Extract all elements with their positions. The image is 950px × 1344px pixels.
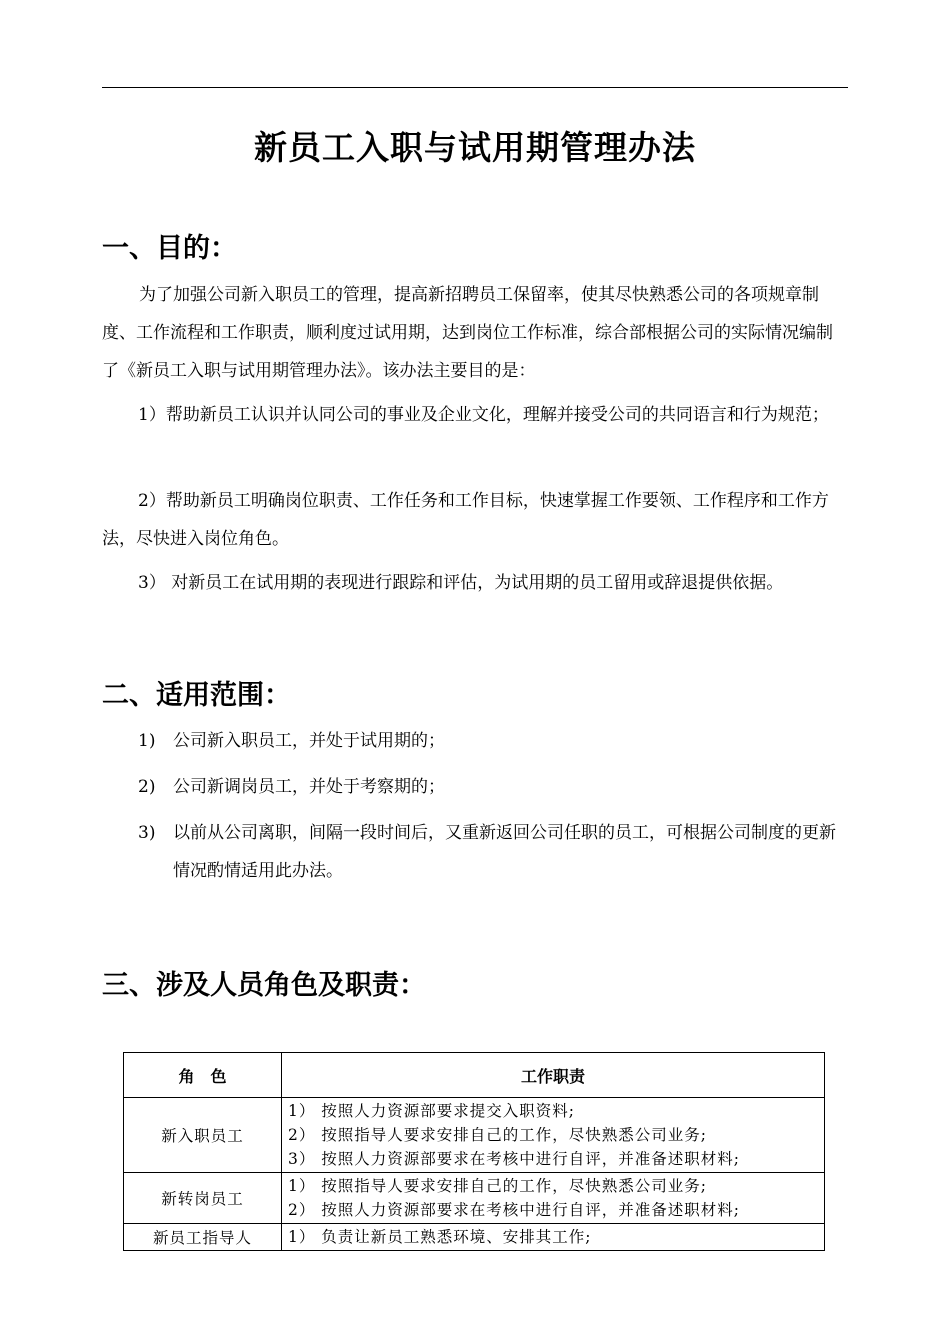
table-row — [124, 1224, 825, 1251]
duties-cell — [282, 1098, 825, 1173]
duties-cell — [282, 1173, 825, 1224]
scope-item-number: 3) — [138, 823, 156, 843]
duty-line: 1） 负责让新员工熟悉环境、安排其工作; — [288, 1228, 592, 1246]
purpose-item-2: 2）帮助新员工明确岗位职责、工作任务和工作目标，快速掌握工作要领、工作程序和工作方法，尽快进入岗位角色。 — [102, 491, 829, 549]
section-heading-roles: 三、涉及人员角色及职责： — [102, 970, 426, 1001]
document-title: 新员工入职与试用期管理办法 — [254, 128, 696, 167]
table-header-row — [124, 1053, 825, 1098]
scope-item-3 — [138, 814, 848, 890]
role-cell: 新转岗员工 — [124, 1173, 282, 1224]
role-cell: 新入职员工 — [124, 1098, 282, 1173]
scope-item-text: 公司新调岗员工，并处于考察期的； — [173, 777, 445, 797]
duty-line: 2） 按照人力资源部要求在考核中进行自评，并准备述职材料; — [288, 1201, 741, 1219]
section-heading-scope: 二、适用范围： — [102, 680, 291, 711]
scope-item-number: 1) — [138, 731, 156, 751]
purpose-item-3: 3） 对新员工在试用期的表现进行跟踪和评估，为试用期的员工留用或辞退提供依据。 — [138, 573, 784, 593]
scope-item-text: 以前从公司离职，间隔一段时间后，又重新返回公司任职的员工，可根据公司制度的更新情况酌情适用此办法。 — [173, 823, 836, 881]
header-rule — [102, 87, 848, 88]
purpose-intro-paragraph: 为了加强公司新入职员工的管理，提高新招聘员工保留率，使其尽快熟悉公司的各项规章制度、工作流程和工作职责，顺利度过试用期，达到岗位工作标准，综合部根据公司的实际情况编制了《新员工入职与试用期管理办法》。该办法主要目的是： — [102, 285, 833, 381]
section-heading-purpose: 一、目的： — [102, 233, 237, 264]
scope-item-text: 公司新入职员工，并处于试用期的； — [173, 731, 445, 751]
duty-line: 3） 按照人力资源部要求在考核中进行自评，并准备述职材料; — [288, 1150, 741, 1168]
scope-item-number: 2) — [138, 777, 156, 797]
duty-line: 1） 按照指导人要求安排自己的工作，尽快熟悉公司业务; — [288, 1177, 708, 1195]
role-cell: 新员工指导人 — [124, 1224, 282, 1251]
table-header-duties: 工作职责 — [282, 1053, 825, 1098]
duties-cell — [282, 1224, 825, 1251]
table-row — [124, 1173, 825, 1224]
table-row — [124, 1098, 825, 1173]
table-header-role: 角 色 — [124, 1053, 282, 1098]
scope-item-1 — [138, 722, 848, 760]
roles-table — [123, 1052, 825, 1251]
purpose-item-1: 1）帮助新员工认识并认同公司的事业及企业文化，理解并接受公司的共同语言和行为规范； — [138, 405, 829, 425]
scope-item-2 — [138, 768, 848, 806]
duty-line: 1） 按照人力资源部要求提交入职资料; — [288, 1102, 576, 1120]
duty-line: 2） 按照指导人要求安排自己的工作，尽快熟悉公司业务; — [288, 1126, 708, 1144]
